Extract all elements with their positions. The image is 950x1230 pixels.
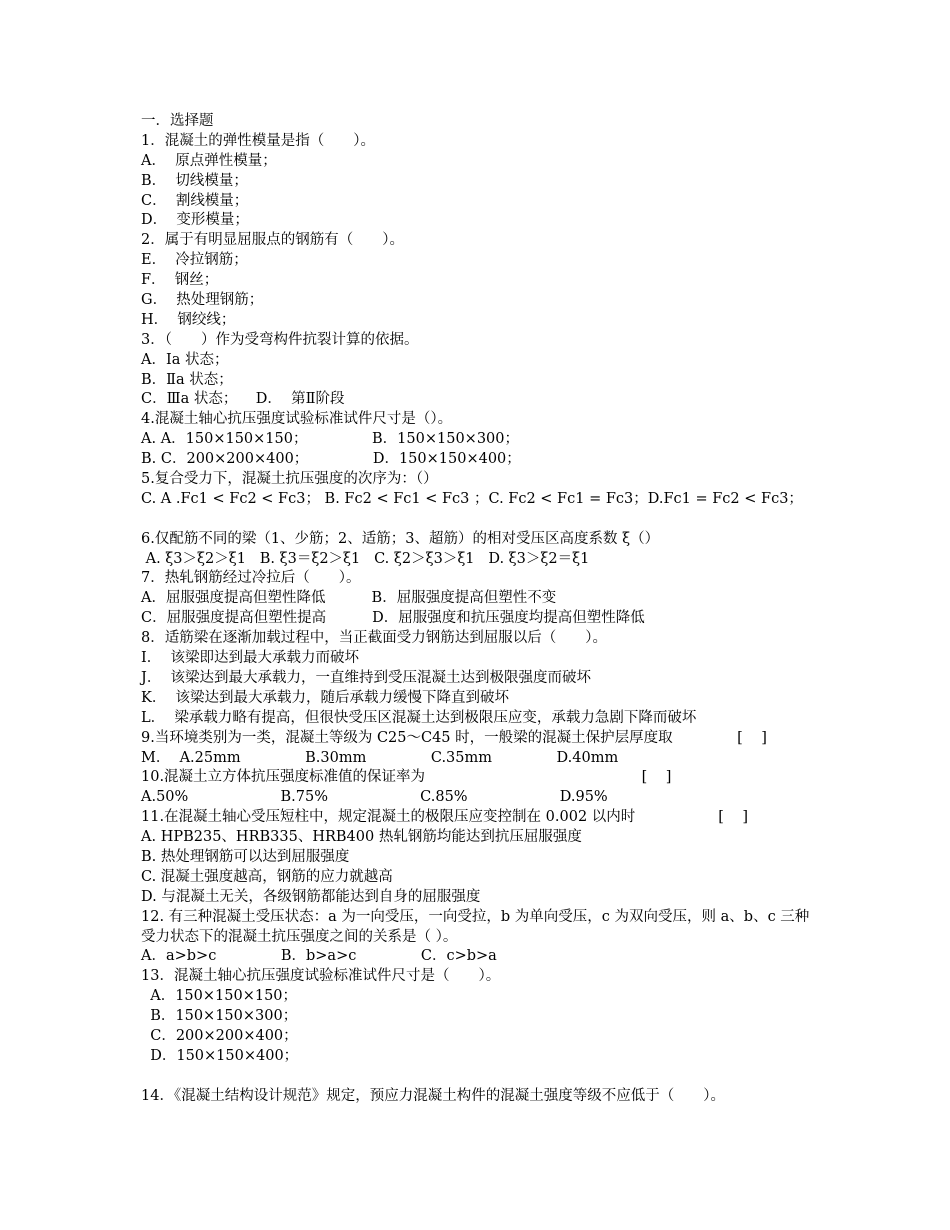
question-line: B. 热处理钢筋可以达到屈服强度 — [141, 848, 350, 865]
question-line: 11.在混凝土轴心受压短柱中，规定混凝土的极限压应变控制在 0.002 以内时 [ ] — [141, 809, 749, 826]
question-line: C． 割线模量； — [141, 192, 249, 209]
question-line: C．屈服强度提高但塑性提高 D．屈服强度和抗压强度均提高但塑性降低 — [141, 610, 645, 627]
question-line: A．a>b>c B．b>a>c C．c>b>a — [141, 948, 497, 965]
question-line: A． 原点弹性模量； — [141, 152, 277, 169]
question-line: A. HPB235、HRB335、HRB400 热轧钢筋均能达到抗压屈服强度 — [141, 829, 582, 846]
question-line: D． 变形模量； — [141, 212, 249, 229]
question-line: E． 冷拉钢筋； — [141, 252, 248, 269]
question-line: A.50% B.75% C.85% D.95% — [141, 789, 608, 806]
question-line: B．150×150×300； — [141, 1008, 298, 1025]
question-line: F． 钢丝； — [141, 272, 219, 289]
question-line: A．150×150×150； — [141, 988, 298, 1005]
question-line: A. A．150×150×150； B．150×150×300； — [141, 431, 519, 448]
question-line: 3．（ ）作为受弯构件抗裂计算的依据。 — [141, 331, 419, 348]
question-line: C．Ⅲa 状态； D． 第Ⅱ阶段 — [141, 391, 345, 408]
question-line: 7．热轧钢筋经过冷拉后（ ）。 — [141, 570, 361, 587]
question-line: C. A .Fc1 < Fc2 < Fc3； B. Fc2 < Fc1 < Fc3 ；C. Fc2 < Fc1 = Fc3；D.Fc1 = Fc2 < Fc3； — [141, 490, 803, 507]
question-line: 14．《混凝土结构设计规范》规定，预应力混凝土构件的混凝土强度等级不应低于（ ）。 — [141, 1087, 725, 1104]
question-line: M． A.25mm B.30mm C.35mm D.40mm — [141, 749, 619, 766]
question-line: L． 梁承载力略有提高，但很快受压区混凝土达到极限压应变，承载力急剧下降而破坏 — [141, 709, 697, 726]
question-line: D. 与混凝土无关，各级钢筋都能达到自身的屈服强度 — [141, 888, 481, 905]
question-line: K． 该梁达到最大承载力，随后承载力缓慢下降直到破坏 — [141, 689, 510, 706]
question-line: 4.混凝土轴心抗压强度试验标准试件尺寸是（）。 — [141, 411, 453, 428]
section-title: 一．选择题 — [141, 113, 214, 129]
question-line: 8．适筋梁在逐渐加载过程中，当正截面受力钢筋达到屈服以后（ ）。 — [141, 630, 607, 647]
question-line: G． 热处理钢筋； — [141, 292, 264, 309]
question-line: A. ξ3＞ξ2＞ξ1 B. ξ3＝ξ2＞ξ1 C. ξ2＞ξ3＞ξ1 D. ξ3＞ξ2＝ξ1 — [141, 550, 590, 567]
question-block-2 — [141, 947, 820, 1106]
question-line: 9.当环境类别为一类，混凝土等级为 C25～C45 时，一般梁的混凝土保护层厚度取 [ ] — [141, 729, 767, 746]
question-line: J． 该梁达到最大承载力，一直维持到受压混凝土达到极限强度而破坏 — [141, 669, 592, 686]
question-line: C. 混凝土强度越高，钢筋的应力就越高 — [141, 868, 393, 885]
question-line: D．150×150×400； — [141, 1047, 299, 1064]
question-line: A．Ⅰa 状态； — [141, 351, 229, 368]
question-line: B． 切线模量； — [141, 172, 248, 189]
question-line: B．Ⅱa 状态； — [141, 371, 233, 388]
question-line: 5.复合受力下，混凝土抗压强度的次序为：（） — [141, 471, 438, 488]
question-line: A．屈服强度提高但塑性降低 B．屈服强度提高但塑性不变 — [141, 590, 557, 607]
question-line: I． 该梁即达到最大承载力而破坏 — [141, 650, 359, 667]
question-line: 1．混凝土的弹性模量是指（ ）。 — [141, 132, 375, 149]
question-line: B. C．200×200×400； D．150×150×400； — [141, 451, 521, 468]
question-line: H． 钢绞线； — [141, 311, 236, 328]
question-12-text: 12. 有三种混凝土受压状态：a 为一向受压，一向受拉，b 为单向受压，c 为双向受压，则 a、b、c 三种受力状态下的混凝土抗压强度之间的关系是（ ）。 — [141, 908, 810, 945]
question-line: 13．混凝土轴心抗压强度试验标准试件尺寸是（ ）。 — [141, 968, 501, 985]
question-line — [141, 510, 820, 530]
question-line: 6.仅配筋不同的梁（1、少筋；2、适筋；3、超筋）的相对受压区高度系数 ξ（） — [141, 530, 660, 547]
question-line: C．200×200×400； — [141, 1028, 298, 1044]
question-block-1 — [141, 132, 820, 908]
question-line — [141, 1067, 820, 1087]
question-line: 2．属于有明显屈服点的钢筋有（ ）。 — [141, 232, 404, 249]
question-line: 10.混凝土立方体抗压强度标准值的保证率为 [ ] — [141, 769, 672, 786]
